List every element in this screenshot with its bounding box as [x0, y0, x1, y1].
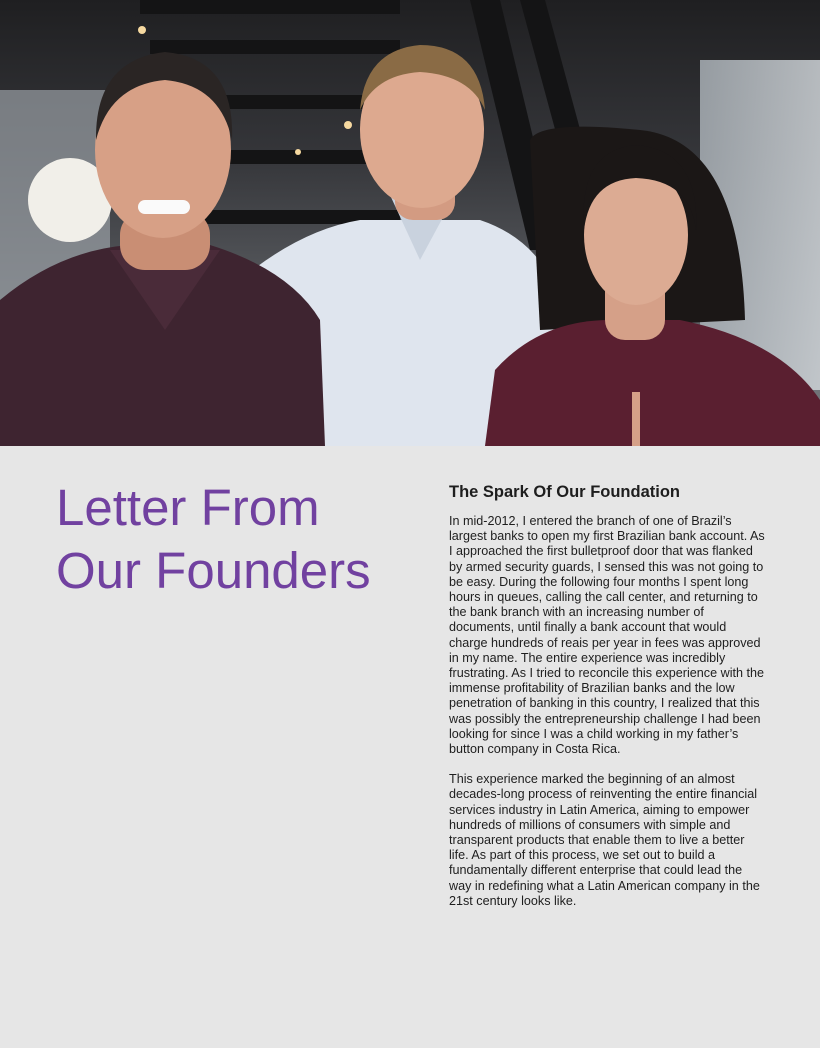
founders-photo — [0, 0, 820, 446]
headline-line-2: Our Founders — [56, 542, 371, 599]
founders-photo-illustration — [0, 0, 820, 446]
page-headline — [56, 476, 416, 602]
paragraph: This experience marked the beginning of an almost decades-long process of reinventing the entire financial services industry in Latin America, aiming to empower hundreds of millions of consumers with simple and transparent products that enable them to live a better life. As part of this process, we set out to build a fundamentally different enterprise that could lead the way in redefining what a Latin American company in the 21st century looks like. — [449, 772, 760, 908]
letter-body — [449, 482, 767, 924]
headline-line-1: Letter From — [56, 479, 320, 536]
section-title: The Spark Of Our Foundation — [449, 483, 680, 501]
paragraph: In mid-2012, I entered the branch of one of Brazil’s largest banks to open my first Brazilian bank account. As I approached the first bulletproof door that was flanked by armed security guards, I sensed this was not going to be easy. During the following four months I spent long hours in queues, calling the call center, and returning to the bank branch with an increasing number of documents, until finally a bank account that would charge hundreds of reais per year in fees was approved in my name. The entire experience was incredibly frustrating. As I tried to reconcile this experience with the immense profitability of Brazilian banks and the low penetration of banking in this country, I realized that this was possibly the entrepreneurship challenge I had been looking for since I was a child working in my father’s button company in Costa Rica. — [449, 514, 765, 757]
